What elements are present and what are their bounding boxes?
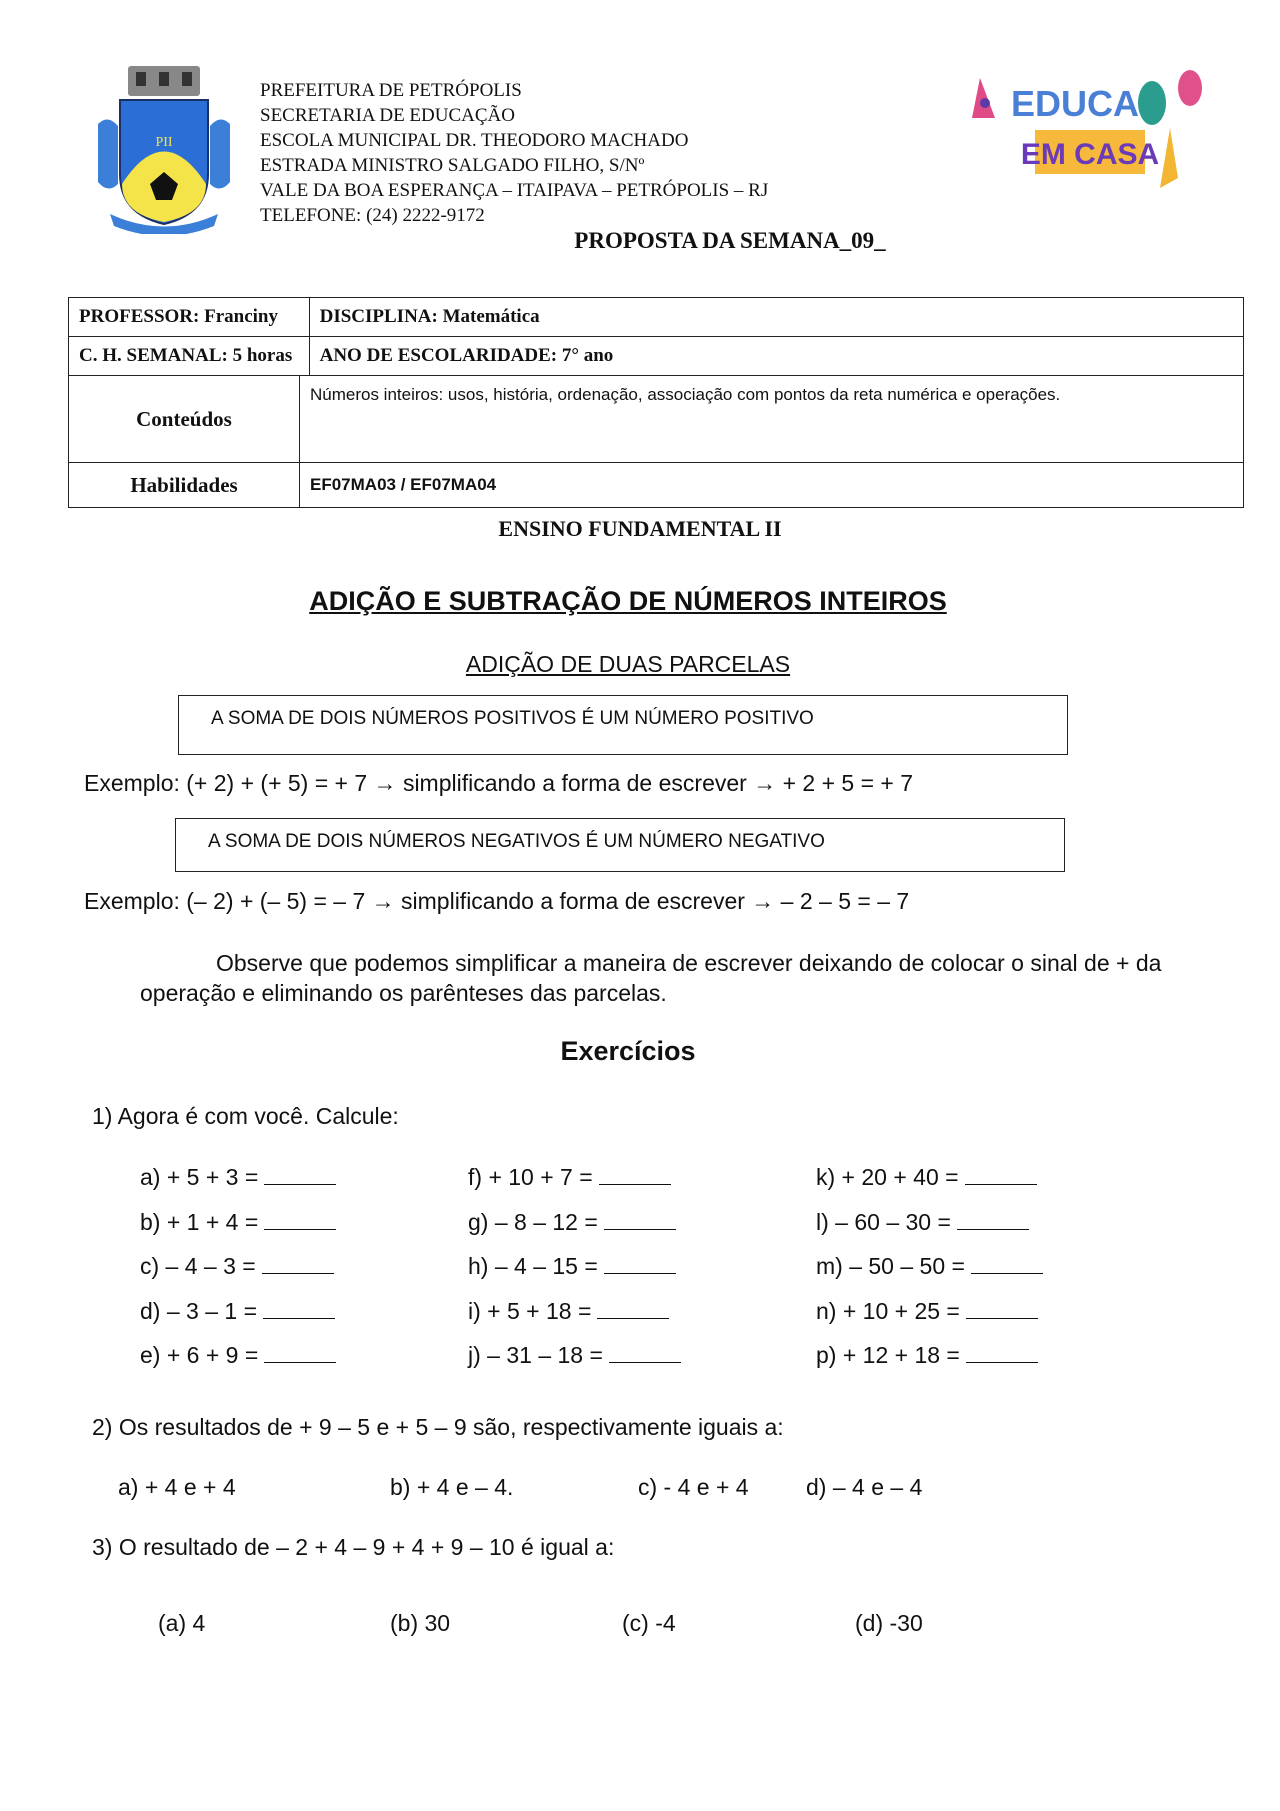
question-3-option-a[interactable]: (a) 4 [158, 1610, 206, 1636]
exercise-item [140, 1164, 336, 1191]
info-table [68, 297, 1244, 508]
habilidades-label: Habilidades [69, 463, 300, 508]
exercise-expression: j) – 31 – 18 = [468, 1342, 603, 1368]
exercise-item [468, 1342, 681, 1369]
exercise-item [468, 1298, 669, 1325]
exercise-item [140, 1253, 334, 1280]
professor-cell: PROFESSOR: Franciny [69, 298, 310, 337]
question-2-option-a[interactable]: a) + 4 e + 4 [118, 1474, 236, 1500]
lesson-subtitle: ADIÇÃO DE DUAS PARCELAS [465, 651, 791, 677]
header-line: PREFEITURA DE PETRÓPOLIS [260, 80, 522, 101]
educa-em-casa-logo-icon [960, 58, 1210, 198]
exercise-expression: i) + 5 + 18 = [468, 1297, 592, 1324]
exercise-expression: b) + 1 + 4 = [140, 1208, 259, 1235]
header-line: SECRETARIA DE EDUCAÇÃO [260, 105, 515, 126]
exercise-expression: e) + 6 + 9 = [140, 1342, 259, 1368]
exercise-expression: k) + 20 + 40 = [816, 1164, 959, 1190]
exercise-expression: l) – 60 – 30 = [816, 1208, 951, 1235]
disciplina-cell: DISCIPLINA: Matemática [309, 298, 1243, 337]
question-2-prompt: 2) Os resultados de + 9 – 5 e + 5 – 9 são, respectivamente iguais a: [92, 1414, 784, 1440]
answer-blank[interactable] [965, 1164, 1037, 1185]
answer-blank[interactable] [264, 1164, 336, 1185]
exercise-item [816, 1298, 1038, 1325]
answer-blank[interactable] [966, 1298, 1038, 1319]
answer-blank[interactable] [604, 1209, 676, 1230]
exercises-heading: Exercícios [560, 1036, 696, 1066]
question-3-option-c[interactable]: (c) -4 [622, 1610, 676, 1636]
school-header [260, 78, 768, 228]
exercise-expression: c) – 4 – 3 = [140, 1253, 256, 1279]
header-line: ESCOLA MUNICIPAL DR. THEODORO MACHADO [260, 130, 689, 151]
answer-blank[interactable] [971, 1253, 1043, 1274]
rule-box-negative: A SOMA DE DOIS NÚMEROS NEGATIVOS É UM NÚMERO NEGATIVO [175, 818, 1065, 872]
answer-blank[interactable] [264, 1209, 336, 1230]
habilidades-value: EF07MA03 / EF07MA04 [300, 463, 1244, 508]
exercise-item [140, 1342, 336, 1369]
exercise-expression: n) + 10 + 25 = [816, 1297, 960, 1324]
header-line: ESTRADA MINISTRO SALGADO FILHO, S/Nº [260, 155, 645, 176]
answer-blank[interactable] [264, 1342, 336, 1363]
question-3-prompt: 3) O resultado de – 2 + 4 – 9 + 4 + 9 – 10 é igual a: [92, 1534, 615, 1560]
answer-blank[interactable] [262, 1253, 334, 1274]
ensino-heading: ENSINO FUNDAMENTAL II [498, 516, 782, 541]
exercise-expression: m) – 50 – 50 = [816, 1253, 965, 1279]
ano-cell: ANO DE ESCOLARIDADE: 7° ano [309, 337, 1243, 376]
question-2-option-c[interactable]: c) - 4 e + 4 [638, 1474, 749, 1500]
lesson-title: ADIÇÃO E SUBTRAÇÃO DE NÚMEROS INTEIROS [309, 586, 947, 616]
example-negative: Exemplo: (– 2) + (– 5) = – 7 → simplificando a forma de escrever → – 2 – 5 = – 7 [84, 888, 910, 914]
question-2-option-b[interactable]: b) + 4 e – 4. [390, 1474, 514, 1500]
header-line: TELEFONE: (24) 2222-9172 [260, 205, 485, 226]
logo-text-top: EDUCA [1010, 83, 1140, 124]
exercise-item [140, 1298, 335, 1325]
observe-paragraph: Observe que podemos simplificar a maneira de escrever deixando de colocar o sinal de + da operação e eliminando os parênteses das parcelas. [140, 950, 1162, 1006]
exercise-item [816, 1253, 1043, 1280]
exercise-expression: a) + 5 + 3 = [140, 1164, 259, 1190]
example-positive: Exemplo: (+ 2) + (+ 5) = + 7 → simplificando a forma de escrever → + 2 + 5 = + 7 [84, 770, 914, 796]
answer-blank[interactable] [599, 1164, 671, 1185]
proposta-title: PROPOSTA DA SEMANA_09_ [574, 228, 886, 253]
answer-blank[interactable] [597, 1298, 669, 1319]
conteudos-value: Números inteiros: usos, história, ordenação, associação com pontos da reta numérica e operações. [300, 376, 1244, 463]
answer-blank[interactable] [957, 1209, 1029, 1230]
exercise-expression: h) – 4 – 15 = [468, 1253, 598, 1279]
svg-text:PII: PII [155, 135, 173, 150]
answer-blank[interactable] [966, 1342, 1038, 1363]
exercise-expression: f) + 10 + 7 = [468, 1164, 593, 1190]
exercise-expression: g) – 8 – 12 = [468, 1208, 598, 1235]
question-1-prompt: 1) Agora é com você. Calcule: [92, 1103, 399, 1129]
exercise-item [140, 1209, 336, 1236]
header-line: VALE DA BOA ESPERANÇA – ITAIPAVA – PETRÓPOLIS – RJ [260, 180, 769, 201]
logo-text-bottom: EM CASA [1020, 138, 1160, 171]
exercise-item [816, 1164, 1037, 1191]
exercise-expression: d) – 3 – 1 = [140, 1297, 257, 1324]
answer-blank[interactable] [604, 1253, 676, 1274]
question-3-option-b[interactable]: (b) 30 [390, 1610, 451, 1636]
answer-blank[interactable] [609, 1342, 681, 1363]
exercise-item [468, 1253, 676, 1280]
question-2-option-d[interactable]: d) – 4 e – 4 [806, 1474, 923, 1500]
exercise-item [468, 1164, 671, 1191]
question-3-option-d[interactable]: (d) -30 [855, 1610, 923, 1636]
exercise-expression: p) + 12 + 18 = [816, 1342, 960, 1368]
exercise-item [468, 1209, 676, 1236]
conteudos-label: Conteúdos [69, 376, 300, 463]
exercise-item [816, 1209, 1029, 1236]
ch-semanal-cell: C. H. SEMANAL: 5 horas [69, 337, 310, 376]
answer-blank[interactable] [263, 1298, 335, 1319]
coat-of-arms-icon [88, 64, 240, 234]
exercise-item [816, 1342, 1038, 1369]
rule-box-positive: A SOMA DE DOIS NÚMEROS POSITIVOS É UM NÚMERO POSITIVO [178, 695, 1068, 755]
